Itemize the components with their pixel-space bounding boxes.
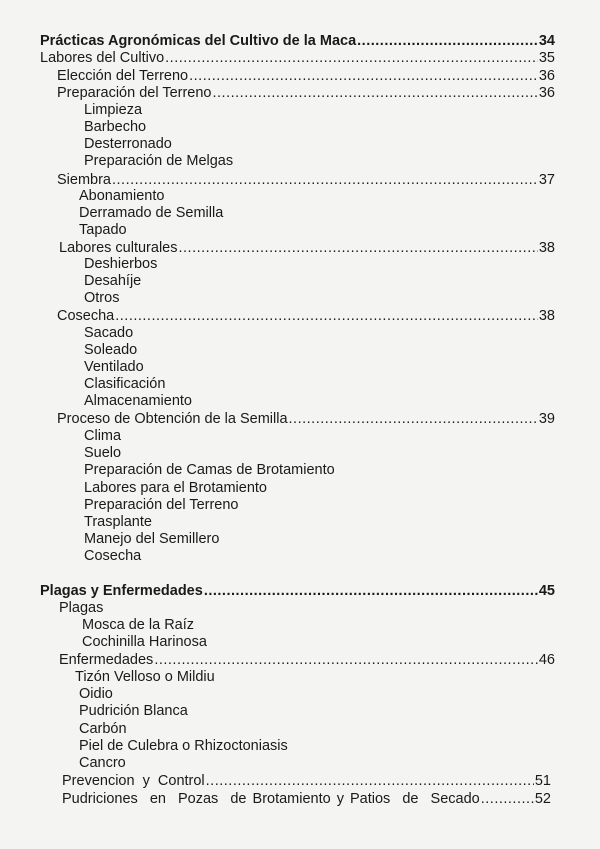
toc-entry-title: Cosecha — [57, 308, 115, 324]
toc-page-number: 37 — [538, 172, 555, 188]
toc-subitem: Carbón — [79, 721, 127, 737]
toc-subitem: Cancro — [79, 755, 126, 771]
toc-subitem: Preparación del Terreno — [84, 497, 239, 513]
toc-entry — [59, 240, 555, 257]
toc-leader-dots — [289, 411, 538, 428]
toc-entry — [40, 50, 555, 67]
toc-leader-dots — [115, 308, 538, 325]
toc-page-number: 52 — [534, 791, 551, 807]
toc-page-number: 39 — [538, 411, 555, 427]
toc-entry-title: Elección del Terreno — [57, 68, 189, 84]
toc-subitem: Clima — [84, 428, 122, 444]
toc-leader-dots — [112, 172, 538, 189]
toc-subitem: Tapado — [79, 222, 127, 238]
toc-leader-dots — [204, 583, 538, 600]
toc-page-number: 36 — [538, 85, 555, 101]
toc-subitem: Tizón Velloso o Mildiu — [75, 669, 215, 685]
toc-page-number: 34 — [538, 33, 555, 49]
toc-leader-dots — [179, 240, 538, 257]
toc-subitem: Cochinilla Harinosa — [82, 634, 207, 650]
toc-subitem: Limpieza — [84, 102, 143, 118]
toc-entry-title: Labores del Cultivo — [40, 50, 165, 66]
toc-subitem: Deshierbos — [84, 256, 158, 272]
toc-subitem: Piel de Culebra o Rhizoctoniasis — [79, 738, 288, 754]
toc-leader-dots — [165, 50, 538, 67]
toc-subitem: Soleado — [84, 342, 138, 358]
toc-subitem: Manejo del Semillero — [84, 531, 220, 547]
toc-entry — [57, 308, 555, 325]
toc-section-title: Prácticas Agronómicas del Cultivo de la Maca — [40, 33, 357, 49]
toc-entry — [62, 773, 551, 790]
toc-section-heading — [40, 33, 555, 50]
toc-entry-title: Siembra — [57, 172, 111, 188]
toc-subitem: Preparación de Camas de Brotamiento — [84, 462, 335, 478]
toc-subitem: Ventilado — [84, 359, 144, 375]
toc-entry — [62, 791, 551, 808]
toc-entry — [57, 172, 555, 189]
toc-leader-dots — [481, 791, 534, 808]
toc-subitem: Desahíje — [84, 273, 142, 289]
toc-subitem: Labores para el Brotamiento — [84, 480, 267, 496]
toc-subitem: Sacado — [84, 325, 134, 341]
toc-subitem: Mosca de la Raíz — [82, 617, 195, 633]
toc-subitem: Derramado de Semilla — [79, 205, 224, 221]
toc-entry — [57, 411, 555, 428]
toc-entry-title: Labores culturales — [59, 240, 178, 256]
toc-leader-dots — [206, 773, 534, 790]
toc-section-title: Plagas y Enfermedades — [40, 583, 203, 599]
toc-subitem: Abonamiento — [79, 188, 165, 204]
toc-leader-dots — [189, 68, 538, 85]
toc-leader-dots — [154, 652, 538, 669]
toc-subitem: Almacenamiento — [84, 393, 192, 409]
toc-page-number: 35 — [538, 50, 555, 66]
toc-subitem: Oidio — [79, 686, 113, 702]
toc-subitem: Otros — [84, 290, 120, 306]
toc-subitem: Cosecha — [84, 548, 142, 564]
toc-page-number: 36 — [538, 68, 555, 84]
toc-entry — [57, 85, 555, 102]
toc-subitem: Preparación de Melgas — [84, 153, 234, 169]
toc-page-number: 45 — [538, 583, 555, 599]
toc-entry-title: Proceso de Obtención de la Semilla — [57, 411, 288, 427]
toc-subitem: Pudrición Blanca — [79, 703, 188, 719]
toc-subitem: Clasificación — [84, 376, 166, 392]
toc-entry-title: Prevencion y Control — [62, 773, 205, 789]
toc-subitem: Trasplante — [84, 514, 152, 530]
toc-page-number: 51 — [534, 773, 551, 789]
toc-leader-dots — [357, 33, 538, 50]
toc-page-number: 46 — [538, 652, 555, 668]
toc-entry-title: Enfermedades — [59, 652, 154, 668]
toc-leader-dots — [213, 85, 538, 102]
toc-section-heading — [40, 583, 555, 600]
toc-entry — [57, 68, 555, 85]
toc-subitem: Barbecho — [84, 119, 147, 135]
toc-subitem: Suelo — [84, 445, 122, 461]
toc-entry-title: Plagas — [59, 600, 104, 616]
toc-entry — [59, 652, 555, 669]
toc-entry-title: Preparación del Terreno — [57, 85, 212, 101]
toc-entry-title: Pudriciones en Pozas de Brotamiento y Patios de Secado — [62, 791, 480, 807]
toc-page-number: 38 — [538, 240, 555, 256]
toc-subitem: Desterronado — [84, 136, 172, 152]
toc-page-number: 38 — [538, 308, 555, 324]
